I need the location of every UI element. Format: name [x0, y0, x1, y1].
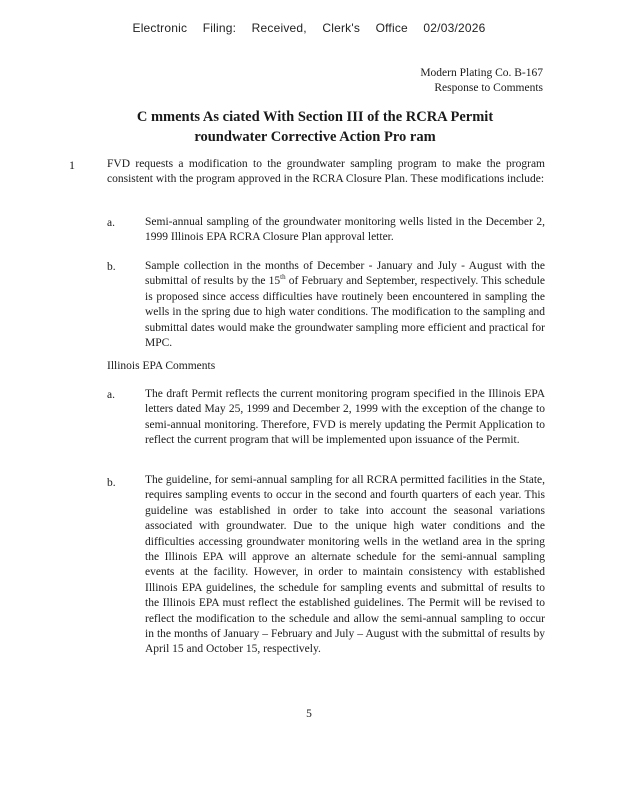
- request-label-a: a.: [107, 217, 115, 229]
- section-intro: FVD requests a modification to the groundwater sampling program to make the program consistent with the program approved in the RCRA Closure Plan. These modifications include:: [107, 158, 545, 186]
- request-text-a: Semi-annual sampling of the groundwater monitoring wells listed in the December 2, 1999 Illinois EPA RCRA Closure Plan approval letter.: [145, 216, 545, 244]
- request-text-b: [145, 259, 545, 351]
- page-title: [0, 107, 618, 147]
- comment-label-b: b.: [107, 477, 116, 489]
- title-line-2: roundwater Corrective Action Pro ram: [194, 129, 436, 145]
- reference-company: Modern Plating Co. B-167: [420, 67, 543, 79]
- page-number: 5: [306, 708, 312, 720]
- filing-stamp: Electronic Filing: Received, Clerk's Office 02/03/2026: [132, 21, 486, 35]
- comments-heading: Illinois EPA Comments: [107, 360, 216, 372]
- request-label-b: b.: [107, 261, 116, 273]
- title-line-1: C mments As ciated With Section III of the RCRA Permit: [136, 109, 494, 125]
- ordinal-suffix: th: [280, 273, 286, 282]
- comment-label-a: a.: [107, 389, 115, 401]
- document-reference: [420, 66, 543, 96]
- section-number: 1: [69, 158, 75, 172]
- request-text-b-end: of February and September, respectively. This schedule is proposed since access difficulties have routinely been encountered in sampling the wells in the spring due to high water conditions. The modification to the sampling and submittal dates would make the groundwater sampling more efficient and practical for MPC.: [145, 275, 545, 350]
- comment-text-b: The guideline, for semi-annual sampling for all RCRA permitted facilities in the State, requires sampling events to occur in the second and fourth quarters of each year. This guideline was established in order to take into account the seasonal variations associated with groundwater. Due to the unique high water conditions and the difficulties accessing groundwater monitoring wells in the wetland area in the spring the Illinois EPA will approve an alternate schedule for the semi-annual sampling events at the facility. However, in order to maintain consistency with established Illinois EPA guidelines, the schedule for sampling events and submittal of results to the Illinois EPA must reflect the established guidelines. The Permit will be revised to reflect the modification to the schedule and allow the semi-annual sampling to occur in the months of January – February and July – August with the submittal of results by April 15 and October 15, respectively.: [145, 474, 545, 656]
- reference-subtitle: Response to Comments: [434, 82, 543, 94]
- comment-text-a: The draft Permit reflects the current monitoring program specified in the Illinois EPA letters dated May 25, 1999 and December 2, 1999 with the exception of the change to semi-annual monitoring. Therefore, FVD is merely updating the Permit Application to reflect the current program that will be implemented upon issuance of the Permit.: [145, 388, 545, 447]
- request-text-b-start: Sample collection in the months of December - January and July - August with the submittal of results by the 15: [145, 260, 545, 288]
